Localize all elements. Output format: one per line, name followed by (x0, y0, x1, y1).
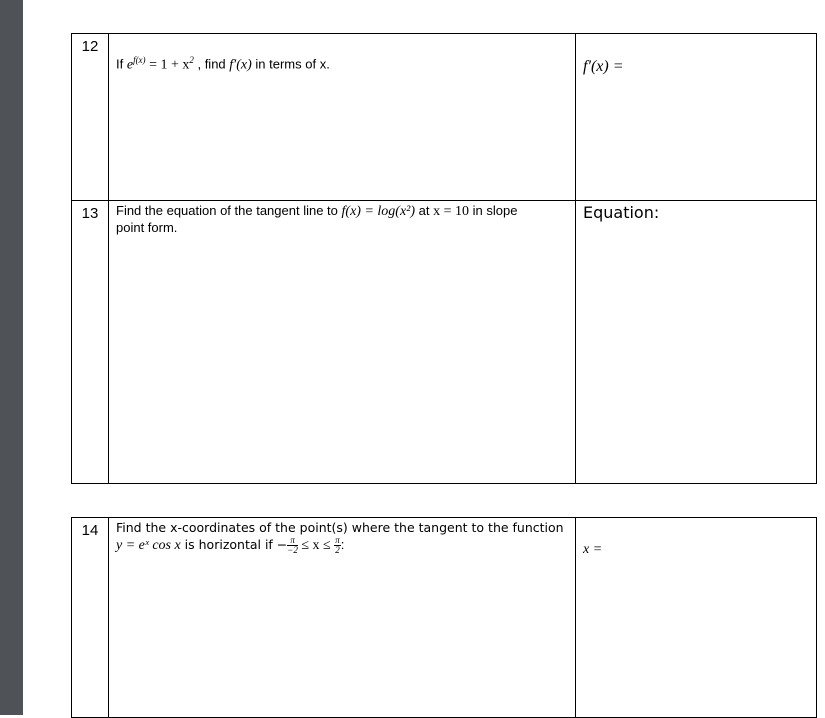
question-table-14 (71, 517, 817, 718)
question-text (109, 518, 576, 718)
q14-math: y = eˣ cos x (116, 537, 181, 553)
q13-math2: x = 10 (433, 204, 469, 219)
left-gutter (0, 0, 23, 715)
question-number: 13 (72, 201, 109, 484)
question-number: 14 (72, 518, 109, 718)
q14-inequality: ≤ x ≤ (297, 537, 335, 553)
q13-line1-c: in slope (469, 203, 518, 218)
frac-top: π (335, 535, 340, 545)
question-text (109, 34, 576, 201)
question-row-14 (72, 518, 817, 718)
answer-label: Equation: (583, 203, 660, 222)
question-text (109, 201, 576, 484)
q14-fraction-1 (287, 536, 298, 555)
q12-eq-base: e (126, 57, 134, 73)
q13-line1-a: Find the equation of the tangent line to (116, 203, 342, 218)
q12-prefix: If (116, 56, 127, 72)
answer-cell[interactable] (576, 34, 817, 201)
frac-bot: 2 (335, 545, 340, 555)
q12-eq-exp: f(x) (133, 55, 146, 65)
q14-line2-text: is horizontal if − (180, 536, 288, 552)
q12-eq-rest-exp: 2 (189, 55, 194, 65)
q13-line2: point form. (116, 220, 178, 235)
answer-cell[interactable] (576, 518, 817, 718)
q12-suffix-end: in terms of x. (251, 56, 330, 72)
q12-eq-rest: = 1 + x (145, 57, 190, 73)
q12-suffix: , find (193, 56, 230, 72)
q14-line1: Find the x-coordinates of the point(s) where the tangent to the function (116, 520, 564, 535)
question-number: 12 (72, 34, 109, 201)
q12-suffix-math: f′(x) (229, 57, 252, 73)
q14-end: : (340, 536, 345, 552)
q13-math: f(x) = log(x²) (341, 204, 416, 219)
question-row-13 (72, 201, 817, 484)
q13-line1-b: at (415, 203, 434, 218)
answer-label: f′(x) = (583, 58, 624, 75)
answer-label: x = (583, 542, 603, 557)
answer-cell[interactable] (576, 201, 817, 484)
document-page (23, 0, 825, 715)
question-table-12-13 (71, 33, 817, 484)
frac-top: π (287, 536, 298, 546)
frac-bot: −2 (287, 545, 298, 555)
question-row-12 (72, 34, 817, 201)
